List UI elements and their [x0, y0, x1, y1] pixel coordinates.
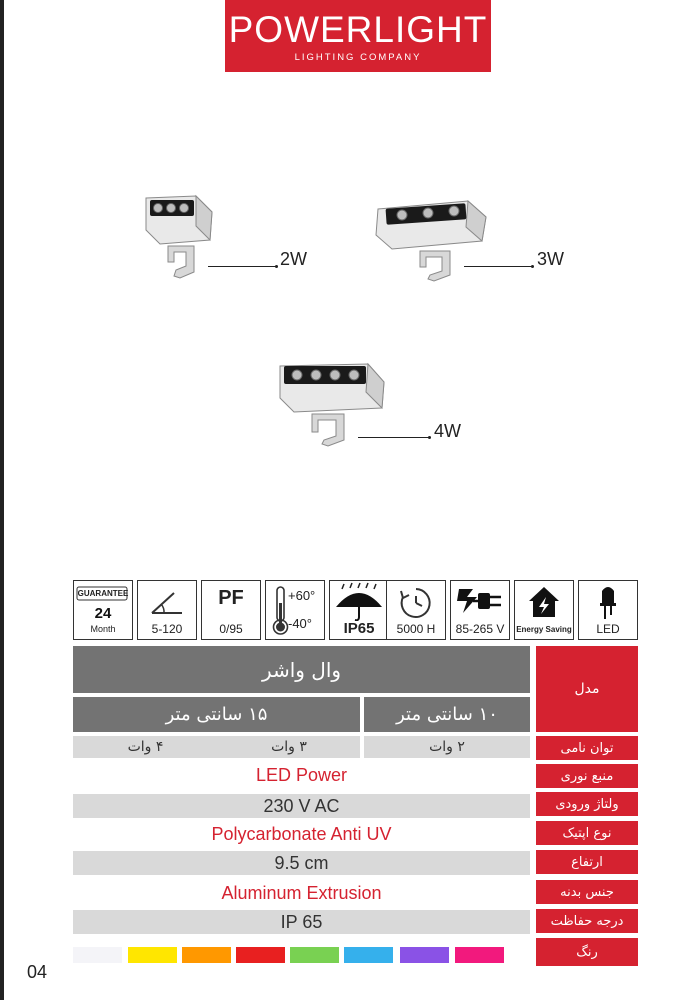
feature-energy-saving	[514, 580, 574, 640]
leader-line-2w	[208, 266, 276, 267]
color-swatch-purple	[400, 947, 449, 963]
brand-name: POWERLIGHT	[228, 9, 488, 50]
feature-guarantee	[73, 580, 133, 640]
leader-line-3w	[464, 266, 532, 267]
row-label-optic-type	[536, 821, 638, 845]
power-2w-cell	[364, 736, 530, 758]
lifetime-caption: 5000 H	[396, 622, 436, 636]
clock-icon	[387, 583, 445, 623]
optic-value: Polycarbonate Anti UV	[211, 823, 392, 844]
color-swatch-blue	[344, 947, 393, 963]
feature-input-voltage	[450, 580, 510, 640]
power-3w-cell	[218, 736, 360, 758]
page-number: 04	[27, 962, 48, 982]
row-label-rated-power	[536, 736, 638, 760]
color-swatch-green	[290, 947, 339, 963]
temp-min: -40°	[288, 616, 312, 631]
product-image-3w	[372, 195, 492, 283]
body-value: Aluminum Extrusion	[221, 882, 382, 903]
model-name-cell	[73, 646, 530, 693]
brand-tagline: LIGHTING COMPANY	[294, 52, 422, 63]
product-image-2w	[138, 190, 218, 282]
row-label-text: توان نامی	[560, 740, 614, 756]
voltage-value: 230 V AC	[263, 795, 340, 816]
product-image-4w	[272, 358, 388, 448]
body-value-cell	[73, 881, 530, 905]
feature-led	[578, 580, 638, 640]
guarantee-value: 24	[94, 605, 112, 622]
row-label-color	[536, 938, 638, 966]
row-label-text: ولتاژ ورودی	[555, 796, 619, 812]
height-value-cell	[73, 851, 530, 875]
row-label-text: جنس بدنه	[560, 884, 614, 900]
product-label-2w: 2W	[280, 249, 307, 269]
height-value: 9.5 cm	[274, 852, 329, 873]
protection-value: IP 65	[280, 911, 323, 932]
color-swatch-red	[236, 947, 285, 963]
led-caption: LED	[596, 622, 620, 636]
plug-bolt-icon	[451, 583, 509, 623]
led-diode-icon	[579, 583, 637, 623]
color-swatch-pink	[455, 947, 504, 963]
color-swatch-yellow	[128, 947, 177, 963]
color-swatch-orange	[182, 947, 231, 963]
protection-value-cell	[73, 910, 530, 934]
size-10-cell	[364, 697, 530, 732]
ip-caption: IP65	[343, 620, 375, 637]
power-3: ۳ وات	[271, 739, 307, 755]
light-source-value-cell	[73, 763, 530, 787]
row-label-text: درجه حفاظت	[550, 913, 624, 929]
guarantee-title: GUARANTEE	[77, 589, 129, 598]
energy-caption: Energy Saving	[516, 625, 572, 634]
beam-angle-caption: 5-120	[151, 622, 183, 636]
feature-beam-angle	[137, 580, 197, 640]
page-edge	[0, 0, 4, 1000]
row-label-input-voltage	[536, 792, 638, 816]
row-label-text: نوع اپتیک	[562, 825, 612, 841]
row-label-protection	[536, 909, 638, 933]
size-15: ۱۵ سانتی متر	[165, 704, 268, 725]
row-label-body-material	[536, 880, 638, 904]
light-source-value: LED Power	[255, 764, 348, 785]
voltage-caption: 85-265 V	[455, 622, 505, 636]
size-15-cell	[73, 697, 360, 732]
beam-angle-icon	[138, 583, 196, 621]
leader-dot-2w	[275, 265, 278, 268]
house-bolt-icon	[515, 583, 573, 623]
feature-ip-rating	[329, 580, 389, 640]
umbrella-rain-icon	[330, 581, 388, 621]
power-4: ۴ وات	[127, 739, 164, 755]
leader-line-4w	[358, 437, 429, 438]
temp-max: +60°	[288, 588, 316, 603]
color-swatch-white	[73, 947, 122, 963]
voltage-value-cell	[73, 794, 530, 818]
brand-logo	[225, 0, 491, 72]
row-label-text: منبع نوری	[560, 768, 614, 784]
row-label-light-source	[536, 764, 638, 788]
pf-caption: 0/95	[219, 622, 243, 636]
row-label-text: ارتفاع	[571, 854, 603, 870]
power-2: ۲ وات	[429, 739, 465, 755]
guarantee-unit: Month	[90, 624, 116, 634]
row-label-height	[536, 850, 638, 874]
pf-title: PF	[218, 587, 244, 609]
leader-dot-3w	[531, 265, 534, 268]
model-label-cell	[536, 646, 638, 732]
product-label-3w: 3W	[537, 249, 564, 269]
row-label-text: رنگ	[576, 944, 598, 960]
model-name: وال واشر	[261, 657, 342, 682]
size-10: ۱۰ سانتی متر	[396, 704, 498, 725]
feature-power-factor	[201, 580, 261, 640]
feature-temperature	[265, 580, 325, 640]
leader-dot-4w	[428, 436, 431, 439]
optic-value-cell	[73, 822, 530, 846]
feature-lifetime	[386, 580, 446, 640]
power-4w-cell	[73, 736, 218, 758]
product-label-4w: 4W	[434, 421, 461, 441]
model-label: مدل	[574, 681, 600, 697]
